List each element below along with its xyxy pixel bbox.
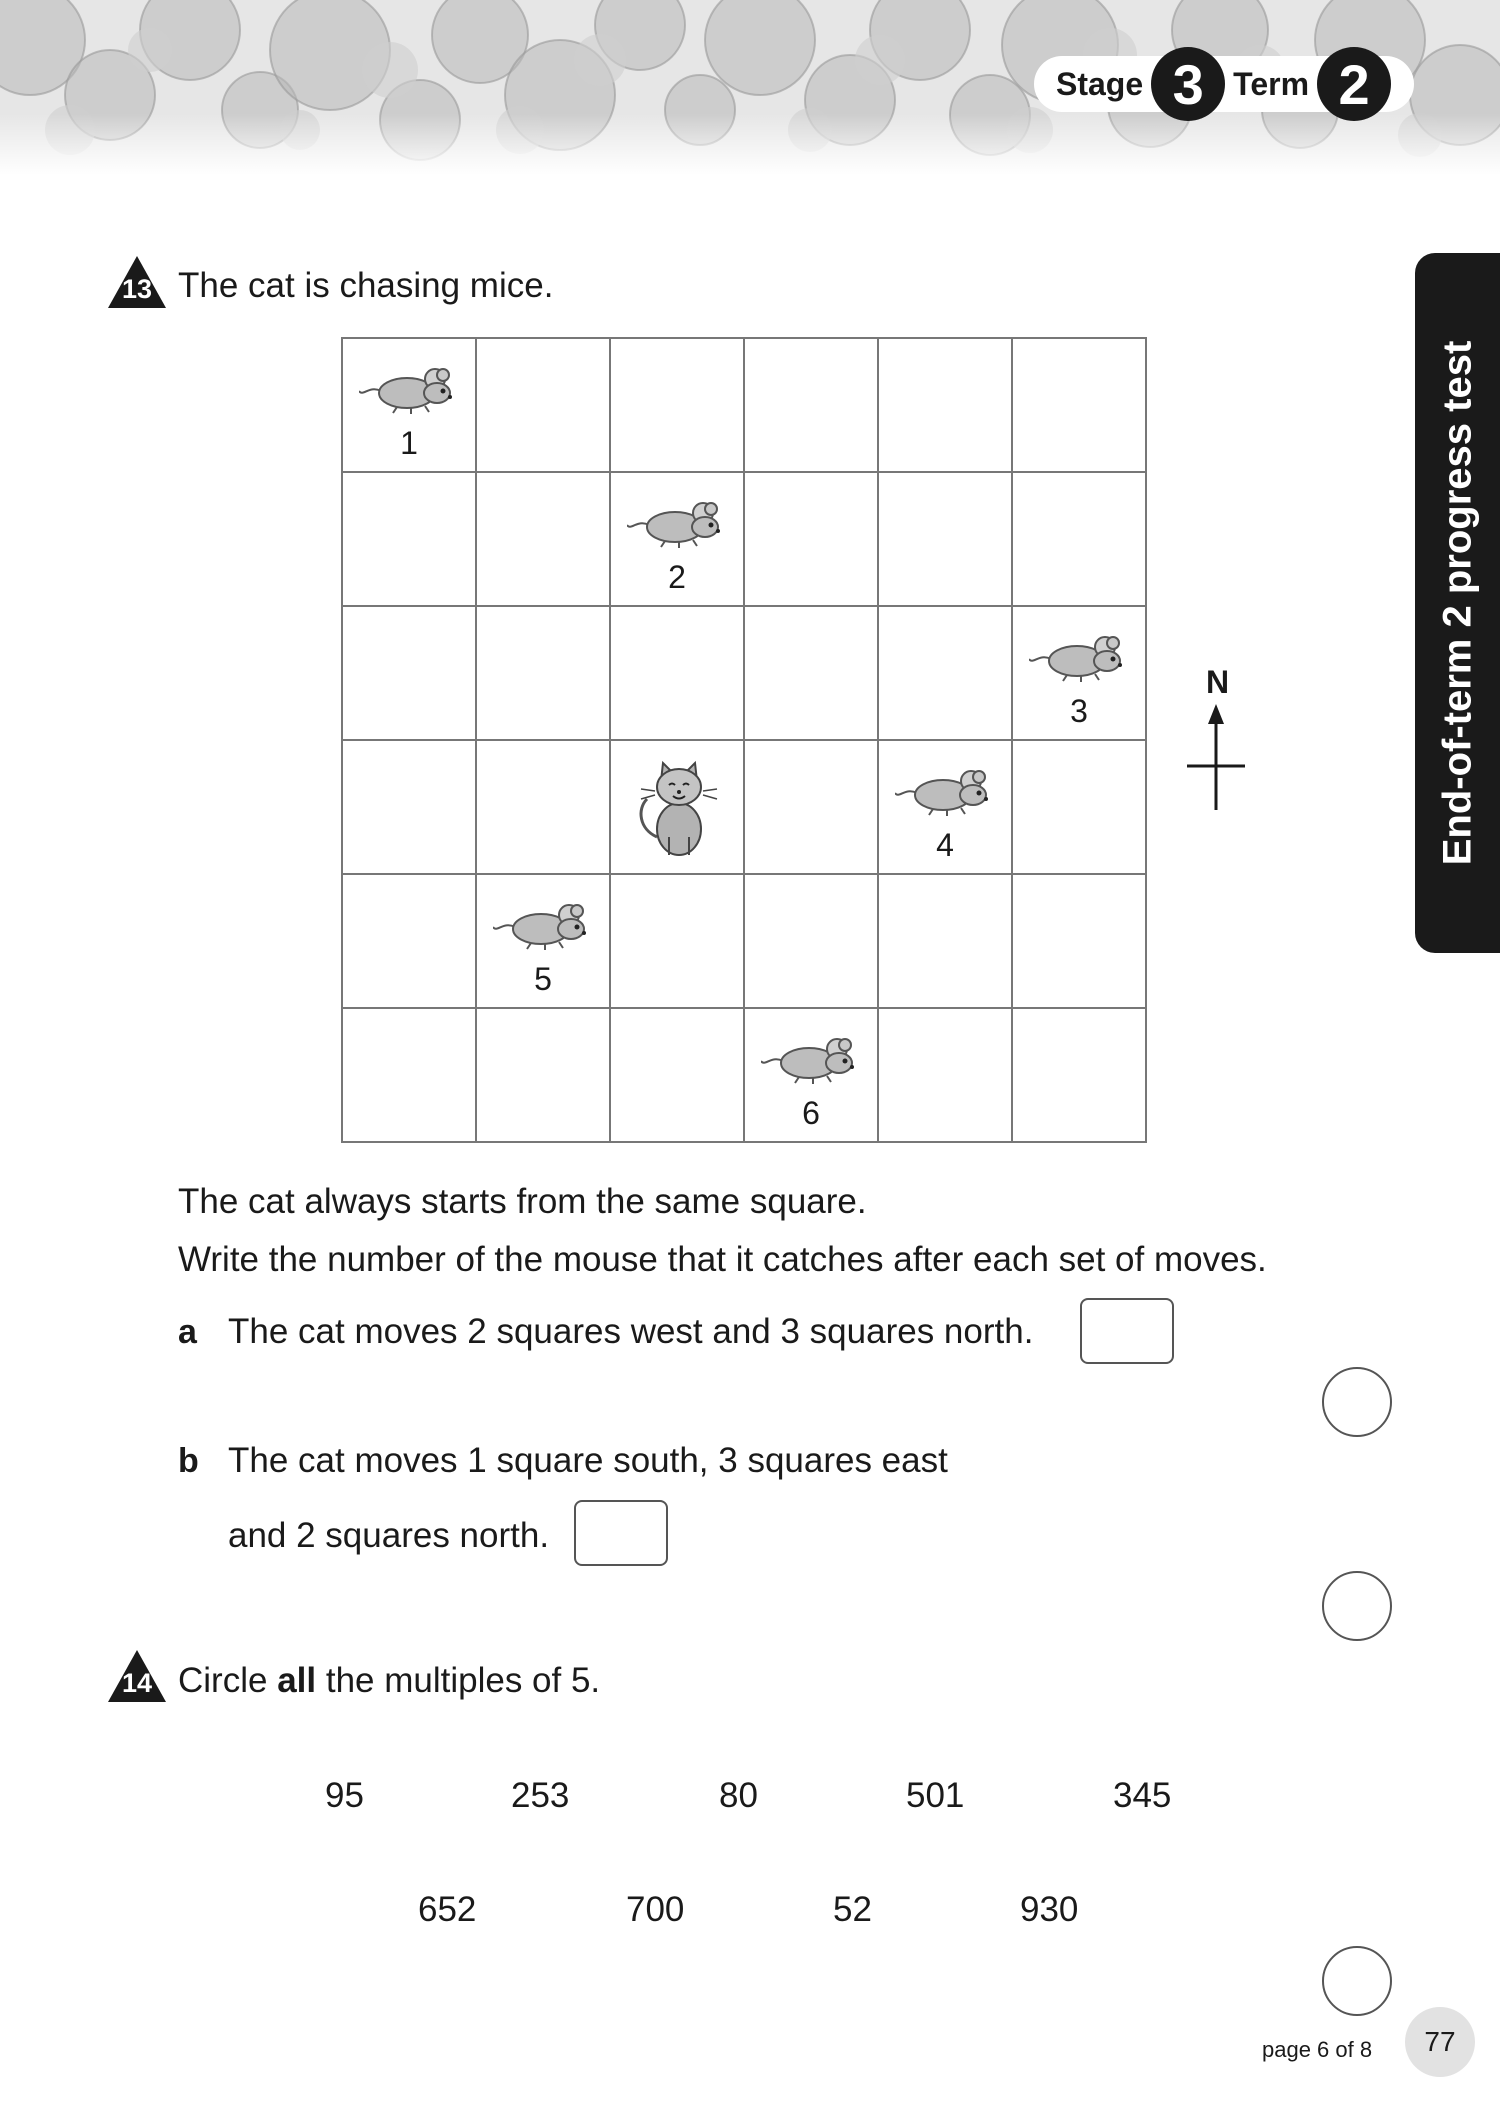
grid-cell	[609, 471, 745, 607]
grid-cell	[609, 873, 745, 1009]
mouse-number: 1	[400, 425, 418, 461]
number-option[interactable]: 80	[719, 1776, 758, 1815]
number-option[interactable]: 52	[833, 1890, 872, 1929]
question-13-prompt: The cat is chasing mice.	[178, 266, 554, 305]
part-a-letter: a	[178, 1313, 197, 1351]
part-a-text: The cat moves 2 squares west and 3 squares north.	[228, 1312, 1034, 1351]
grid-cell	[341, 605, 477, 741]
question-13-number: 13	[121, 274, 153, 304]
mouse-number: 2	[668, 559, 686, 595]
term-label: Term	[1233, 65, 1310, 102]
question-14-number: 14	[121, 1668, 153, 1698]
prompt-all-word: all	[277, 1661, 317, 1700]
mouse-icon	[359, 357, 459, 422]
mouse-icon	[493, 893, 593, 958]
grid-cell	[743, 873, 879, 1009]
grid-cell	[877, 337, 1013, 473]
cat-icon	[633, 759, 725, 864]
grid-cell	[877, 739, 1013, 875]
side-tab-label: End-of-term 2 progress test	[1435, 340, 1479, 866]
mouse-icon	[1029, 625, 1129, 690]
part-b-answer-box[interactable]	[574, 1500, 668, 1566]
part-b-text-line2: and 2 squares north.	[228, 1516, 550, 1555]
number-option[interactable]: 501	[906, 1776, 965, 1815]
grid-cell	[609, 337, 745, 473]
grid-cell	[475, 471, 611, 607]
grid-cell	[743, 337, 879, 473]
grid-cell	[743, 605, 879, 741]
page-number: 77	[1424, 2026, 1456, 2057]
part-a-mark-circle	[1322, 1367, 1392, 1437]
number-option[interactable]: 253	[511, 1776, 570, 1815]
grid-cell	[1011, 471, 1147, 607]
number-option[interactable]: 930	[1020, 1890, 1079, 1929]
mouse-icon	[761, 1027, 861, 1092]
grid-cell	[877, 873, 1013, 1009]
grid-cell	[341, 337, 477, 473]
side-tab	[1415, 253, 1500, 953]
grid-cell	[475, 739, 611, 875]
north-arrow-icon	[1185, 704, 1247, 814]
question-14-marker	[106, 1648, 168, 1704]
number-option[interactable]: 345	[1113, 1776, 1172, 1815]
number-option[interactable]: 95	[325, 1776, 364, 1815]
grid-cell	[1011, 1007, 1147, 1143]
page-indicator: page 6 of 8	[1262, 2037, 1373, 2062]
grid-cell	[341, 739, 477, 875]
number-option[interactable]: 700	[626, 1890, 685, 1929]
grid-cell	[341, 471, 477, 607]
grid-cell	[1011, 739, 1147, 875]
grid-cell	[1011, 605, 1147, 741]
term-number: 2	[1317, 47, 1391, 121]
question-14-prompt	[178, 1661, 600, 1701]
part-b-mark-circle	[1322, 1571, 1392, 1641]
north-label: N	[1206, 664, 1230, 700]
grid-cell	[475, 873, 611, 1009]
part-b-text-line1: The cat moves 1 square south, 3 squares east	[228, 1441, 948, 1480]
part-a-answer-box[interactable]	[1080, 1298, 1174, 1364]
q13-instruction-2: Write the number of the mouse that it catches after each set of moves.	[178, 1240, 1267, 1279]
grid-cell	[877, 1007, 1013, 1143]
grid-cell	[475, 605, 611, 741]
grid-cell	[743, 739, 879, 875]
grid-cell	[877, 471, 1013, 607]
grid-cell	[609, 1007, 745, 1143]
stage-term-badge	[1034, 52, 1414, 116]
grid-cell	[609, 739, 745, 875]
stage-number: 3	[1151, 47, 1225, 121]
mouse-number: 5	[534, 961, 552, 997]
mouse-icon	[895, 759, 995, 824]
number-option[interactable]: 652	[418, 1890, 477, 1929]
part-b-letter: b	[178, 1442, 199, 1480]
mouse-icon	[627, 491, 727, 556]
prompt-circle-word: Circle	[178, 1661, 268, 1700]
grid-cell	[1011, 337, 1147, 473]
q14-mark-circle	[1322, 1946, 1392, 2016]
grid-cell	[1011, 873, 1147, 1009]
grid-cell	[743, 1007, 879, 1143]
grid-cell	[341, 873, 477, 1009]
grid-cell	[609, 605, 745, 741]
grid-cell	[475, 337, 611, 473]
grid-cell	[743, 471, 879, 607]
stage-label: Stage	[1056, 65, 1144, 102]
page-number-badge	[1405, 2007, 1475, 2077]
question-13-marker	[106, 254, 168, 310]
q13-instruction-1: The cat always starts from the same square.	[178, 1182, 867, 1221]
grid-cell	[341, 1007, 477, 1143]
header-banner	[0, 0, 1500, 175]
mouse-number: 3	[1070, 693, 1088, 729]
prompt-rest: the multiples of 5.	[325, 1661, 601, 1700]
mouse-number: 4	[936, 827, 954, 863]
mouse-number: 6	[802, 1095, 820, 1131]
grid-cell	[877, 605, 1013, 741]
grid-cell	[475, 1007, 611, 1143]
